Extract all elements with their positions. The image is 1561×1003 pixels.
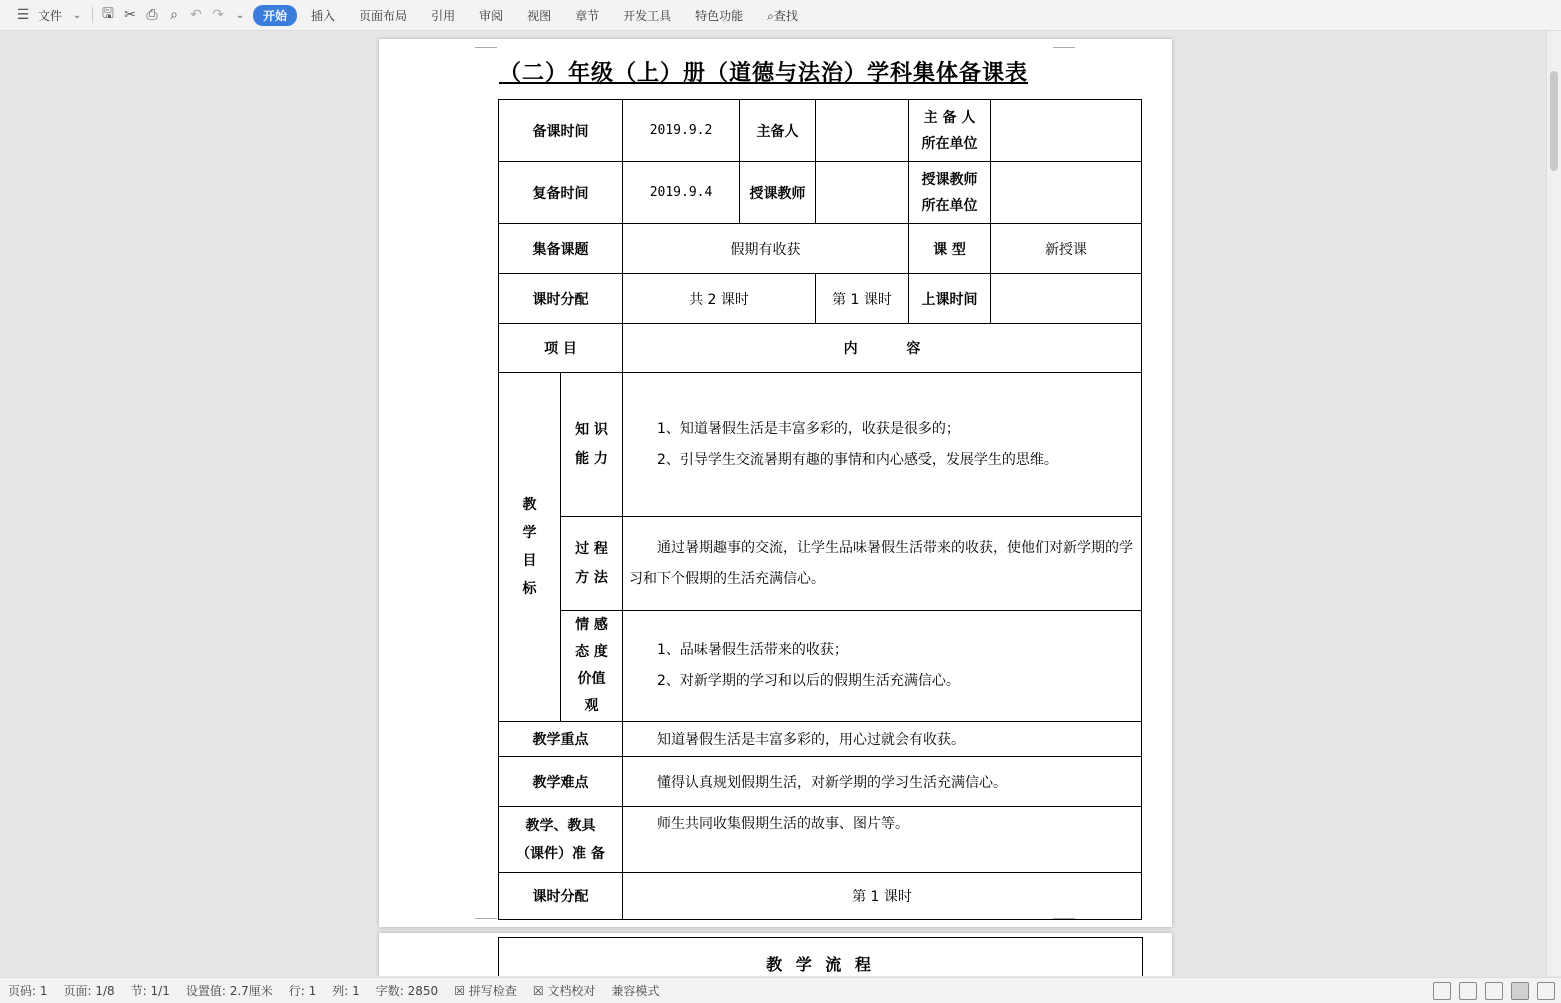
print-icon[interactable]: ⎙ [146,7,158,23]
fullscreen-icon[interactable] [1433,982,1451,1000]
knowledge-item: 2、引导学生交流暑期有趣的事情和内心感受，发展学生的思维。 [657,451,1058,468]
view-mode-controls [1433,982,1555,1000]
table-row [499,611,1142,722]
print-preview-icon[interactable]: ⌕ [170,7,178,23]
class-time-label: 上课时间 [909,274,991,324]
proofread-label: 文档校对 [547,984,596,998]
tab-page-layout[interactable]: 页面布局 [359,8,408,23]
table-row [499,757,1142,807]
chevron-down-icon: ⌄ [72,9,82,21]
emotion-content[interactable] [623,611,1142,722]
hamburger-icon: ☰ [16,7,30,23]
search-button[interactable] [757,5,808,26]
hours-total[interactable]: 共 2 课时 [623,274,816,324]
status-setting[interactable]: 设置值: 2.7厘米 [185,984,273,998]
status-bar [0,977,1561,1003]
file-menu[interactable] [12,4,88,26]
review-time-label: 复备时间 [499,162,623,224]
proofread-button[interactable] [525,982,604,999]
document-title: （二）年级（上）册（道德与法治）学科集体备课表 [499,60,1029,86]
status-row: 行: 1 [288,984,317,998]
status-page-code[interactable]: 页码: 1 [8,984,48,998]
process-content[interactable]: 通过暑期趣事的交流，让学生品味暑假生活带来的收获，使他们对新学期的学习和下个假期的生活充满信心。 [623,517,1142,611]
class-time-value[interactable] [991,274,1142,324]
teaching-process-table [498,937,1143,976]
lesson-prep-table [498,99,1142,920]
tab-view[interactable]: 视图 [527,8,552,23]
teacher-value[interactable] [816,162,909,224]
outline-view-icon[interactable] [1537,982,1555,1000]
hours2-value[interactable]: 第 1 课时 [623,873,1142,920]
search-label: 查找 [773,8,798,23]
knowledge-content[interactable] [623,373,1142,517]
table-row [499,517,1142,611]
lesson-type-value[interactable]: 新授课 [991,224,1142,274]
key-point-content[interactable]: 知道暑假生活是丰富多彩的，用心过就会有收获。 [623,722,1142,757]
edit-icon[interactable] [1485,982,1503,1000]
emotion-item: 1、品味暑假生活带来的收获； [657,642,848,658]
table-row [499,373,1142,517]
tab-developer[interactable]: 开发工具 [623,8,672,23]
tab-section[interactable]: 章节 [575,8,600,23]
teacher-unit-value[interactable] [991,162,1142,224]
status-col: 列: 1 [332,984,360,998]
proofread-icon: ☒ [532,984,544,998]
table-row [499,873,1142,920]
scrollbar-thumb[interactable] [1550,71,1558,171]
key-point-label: 教学重点 [499,722,623,757]
tab-features[interactable]: 特色功能 [695,8,744,23]
undo-icon[interactable]: ↶ [190,7,202,23]
lesson-type-label: 课 型 [909,224,991,274]
table-row [499,807,1142,873]
process-label: 过 程 方 法 [561,517,623,611]
status-compat: 兼容模式 [611,984,660,998]
hours-label: 课时分配 [499,274,623,324]
lead-unit-label: 主 备 人 所在单位 [909,100,991,162]
quick-access-dropdown-icon[interactable]: ⌄ [235,9,245,21]
spell-check-icon: ☒ [454,984,465,998]
page-view-icon[interactable] [1511,982,1529,1000]
page-corner-mark [475,918,497,927]
teaching-goals-label: 教 学 目 标 [499,373,561,722]
difficulty-content[interactable]: 懂得认真规划假期生活，对新学期的学习生活充满信心。 [623,757,1142,807]
item-header: 项 目 [499,324,623,373]
lead-unit-value[interactable] [991,100,1142,162]
status-pages[interactable]: 页面: 1/8 [63,984,115,998]
document-canvas[interactable] [0,31,1547,976]
review-time-value[interactable]: 2019.9.4 [623,162,740,224]
redo-icon[interactable]: ↷ [212,7,224,23]
hours2-label: 课时分配 [499,873,623,920]
document-page-2[interactable] [379,933,1172,976]
tab-review[interactable]: 审阅 [479,8,504,23]
toolbar-divider [92,7,93,23]
materials-content[interactable]: 师生共同收集假期生活的故事、图片等。 [623,807,1142,873]
topic-label: 集备课题 [499,224,623,274]
page-corner-mark [1053,39,1075,48]
reading-mode-icon[interactable] [1459,982,1477,1000]
lead-preparer-value[interactable] [816,100,909,162]
page-corner-mark [475,39,497,48]
topic-value[interactable]: 假期有收获 [623,224,909,274]
tab-home[interactable]: 开始 [253,5,297,26]
tab-references[interactable]: 引用 [431,8,456,23]
emotion-item: 2、对新学期的学习和以后的假期生活充满信心。 [657,673,960,689]
spell-check-label: 拼写检查 [468,984,517,998]
teacher-unit-label: 授课教师 所在单位 [909,162,991,224]
status-words[interactable]: 字数: 2850 [375,984,439,998]
spell-check-button[interactable] [446,982,525,999]
prep-time-label: 备课时间 [499,100,623,162]
file-menu-label: 文件 [38,8,63,23]
vertical-scrollbar[interactable] [1546,31,1561,976]
table-row [499,274,1142,324]
lead-preparer-label: 主备人 [740,100,816,162]
content-header: 内 容 [623,324,1142,373]
table-row [499,722,1142,757]
table-row [499,224,1142,274]
tab-insert[interactable]: 插入 [311,8,336,23]
page-corner-mark [1053,918,1075,927]
status-section[interactable]: 节: 1/1 [130,984,170,998]
document-page[interactable] [379,39,1172,927]
ribbon-toolbar [0,0,1561,31]
format-painter-icon[interactable]: ✂ [124,7,136,23]
save-icon[interactable]: 🖫 [102,6,114,22]
table-row [499,162,1142,224]
table-row [499,324,1142,373]
teaching-process-title: 教 学 流 程 [766,955,875,974]
prep-time-value[interactable]: 2019.9.2 [623,100,740,162]
emotion-label: 情 感 态 度 价值 观 [561,611,623,722]
teacher-label: 授课教师 [740,162,816,224]
search-icon: ⌕ [767,8,774,23]
materials-label: 教学、教具 （课件）准 备 [499,807,623,873]
knowledge-item: 1、知道暑假生活是丰富多彩的，收获是很多的； [657,420,960,437]
knowledge-label: 知 识 能 力 [561,373,623,517]
hours-current[interactable]: 第 1 课时 [816,274,909,324]
difficulty-label: 教学难点 [499,757,623,807]
table-row [499,100,1142,162]
